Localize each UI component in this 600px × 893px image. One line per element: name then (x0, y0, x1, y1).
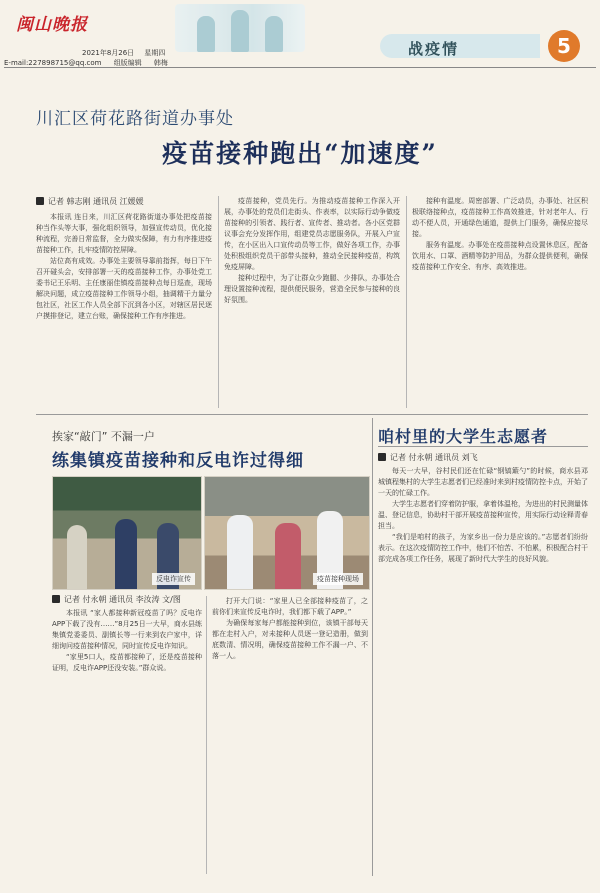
section-band (380, 34, 540, 58)
column-divider (218, 196, 219, 408)
masthead-illustration (175, 4, 305, 52)
dateline (82, 48, 173, 58)
second-column-2 (212, 596, 368, 876)
paragraph: 打开大门说：“家里人已全部接种疫苗了，之前你们来宣传反电诈时，我们都下载了APP。” (212, 597, 368, 616)
second-headline: 练集镇疫苗接种和反电诈过得细 (52, 451, 304, 471)
second-byline: 记者 付永朝 通讯员 李汝涛 文/图 (52, 594, 181, 605)
paragraph: 站位高有成效。办事处主要领导靠前指挥，每日下午召开碰头会，安排部署一天的疫苗接种工作，办事处党工委书记王乐明、主任康丽佳镇疫苗接种点每日巡查，现场解决问题，成立疫苗接种工作领导小组，抽调精干力量分包社区，社区工作人员全部下沉到各小区，对辖区居民逐户摸排登记，建立台账，确保接种工作有序推进。 (36, 257, 212, 320)
lead-column-3 (412, 196, 588, 410)
side-headline: 咱村里的大学生志愿者 (378, 427, 549, 446)
paragraph: 为确保每家每户都能接种到位，该镇干部每天都在走村入户，对未接种人员逐一登记造册，做到底数清、情况明，确保疫苗接种工作不漏一户、不落一人。 (212, 619, 368, 660)
masthead-rule (4, 67, 596, 68)
person-figure (115, 519, 137, 589)
paragraph: 接种过程中，为了让群众少跑腿、少排队，办事处合理设置接种流程，提供便民服务，营造全民参与接种的良好氛围。 (224, 274, 400, 304)
lead-byline: 记者 韩志刚 通讯员 江媛媛 (36, 196, 144, 207)
email-text: E-mail:227898715@qq.com (4, 59, 102, 67)
paragraph: “我们是咱村的孩子，为家乡出一份力是应该的。”志愿者们纷纷表示。在这次疫情防控工作中，他们不怕苦、不怕累，积极配合村干部完成各项工作任务，展现了新时代大学生的良好风貌。 (378, 533, 588, 563)
paragraph: 疫苗接种，党员先行。为推动疫苗接种工作深入开展，办事处的党员们走街头、作表率，以实际行动争做疫苗接种的引领者、践行者、宣传者、推动者。各小区党群议事会充分发挥作用，组建党员志愿服务队，开展入户宣传，在小区出入口宣传动员等工作，做好各项工作，办事处积极组织党员干部带头接种，推动全民接种疫苗，构筑免疫屏障。 (224, 197, 400, 271)
lead-column-1 (36, 212, 212, 410)
story-divider (372, 418, 373, 876)
person-figure (275, 523, 301, 589)
figure-icon (231, 10, 249, 52)
masthead (0, 0, 600, 67)
photo-caption: 反电诈宣传 (152, 573, 195, 585)
photo-anti-fraud (52, 476, 202, 590)
newspaper-logo: 闽山晚报 (16, 15, 88, 35)
figure-icon (265, 16, 283, 52)
paragraph: 大学生志愿者们穿着防护服，拿着体温枪，为进出的村民测量体温、登记信息，协助村干部开展疫苗接种宣传，用实际行动诠释青春担当。 (378, 500, 588, 530)
section-divider (36, 414, 588, 415)
figure-icon (197, 16, 215, 52)
column-divider (406, 196, 407, 408)
column-divider (206, 596, 207, 874)
paragraph: 接种有温度。周密部署、广泛动员，办事处、社区积极联络接种点，疫苗接种工作高效推进，针对老年人、行动不便人员，开通绿色通道，提供上门服务，确保应接尽接。 (412, 197, 588, 238)
person-figure (227, 515, 253, 589)
paragraph: 本报讯 连日来，川汇区荷花路街道办事处把疫苗接种当作头等大事，强化组织领导，加强宣传动员，优化接种流程，完善日常监督，全力做实保障，有力有序推进疫苗接种工作，扎牢疫情防控屏障。 (36, 213, 212, 254)
lead-column-2 (224, 196, 400, 410)
weekday-text: 星期四 (144, 49, 166, 57)
editor-name: 韩梅 (153, 59, 168, 67)
paragraph: 服务有温度。办事处在疫苗接种点设置休息区，配备饮用水、口罩、酒精等防护用品，为群众提供便利，确保疫苗接种工作安全、有序、高效推进。 (412, 241, 588, 271)
side-byline: 记者 付永朝 通讯员 刘飞 (378, 452, 478, 463)
editor-role: 组版编辑 (113, 59, 142, 67)
photo-caption: 疫苗接种现场 (313, 573, 363, 585)
paragraph: 每天一大早，谷村民们还在忙碌“钢镐簸勺”的时候，商水县邓城镇程集村的大学生志愿者们已经准时来到村疫情防控卡点，开始了一天的忙碌工作。 (378, 467, 588, 497)
photo-vaccination (204, 476, 370, 590)
date-text: 2021年8月26日 (82, 49, 135, 57)
side-divider (378, 446, 588, 447)
section-name: 战疫情 (408, 40, 460, 58)
lead-headline: 疫苗接种跑出“加速度” (162, 139, 438, 168)
paragraph: 本报讯 “家人都接种新冠疫苗了吗？反电诈APP下载了没有……”8月25日一大早，商水县练集镇党委委员、副镇长等一行来到农户家中，详细询问疫苗接种情况，同时宣传反电诈知识。 (52, 609, 202, 650)
paragraph: “家里5口人，疫苗都接种了，还是疫苗接种证明，反电诈APP还没安装。”群众说。 (52, 653, 202, 672)
second-kicker: 挨家“敲门” 不漏一户 (52, 430, 155, 443)
page-number: 5 (548, 30, 580, 62)
lead-kicker: 川汇区荷花路街道办事处 (36, 109, 234, 129)
second-column-1 (52, 608, 202, 876)
person-figure (67, 525, 87, 589)
side-column (378, 466, 588, 876)
